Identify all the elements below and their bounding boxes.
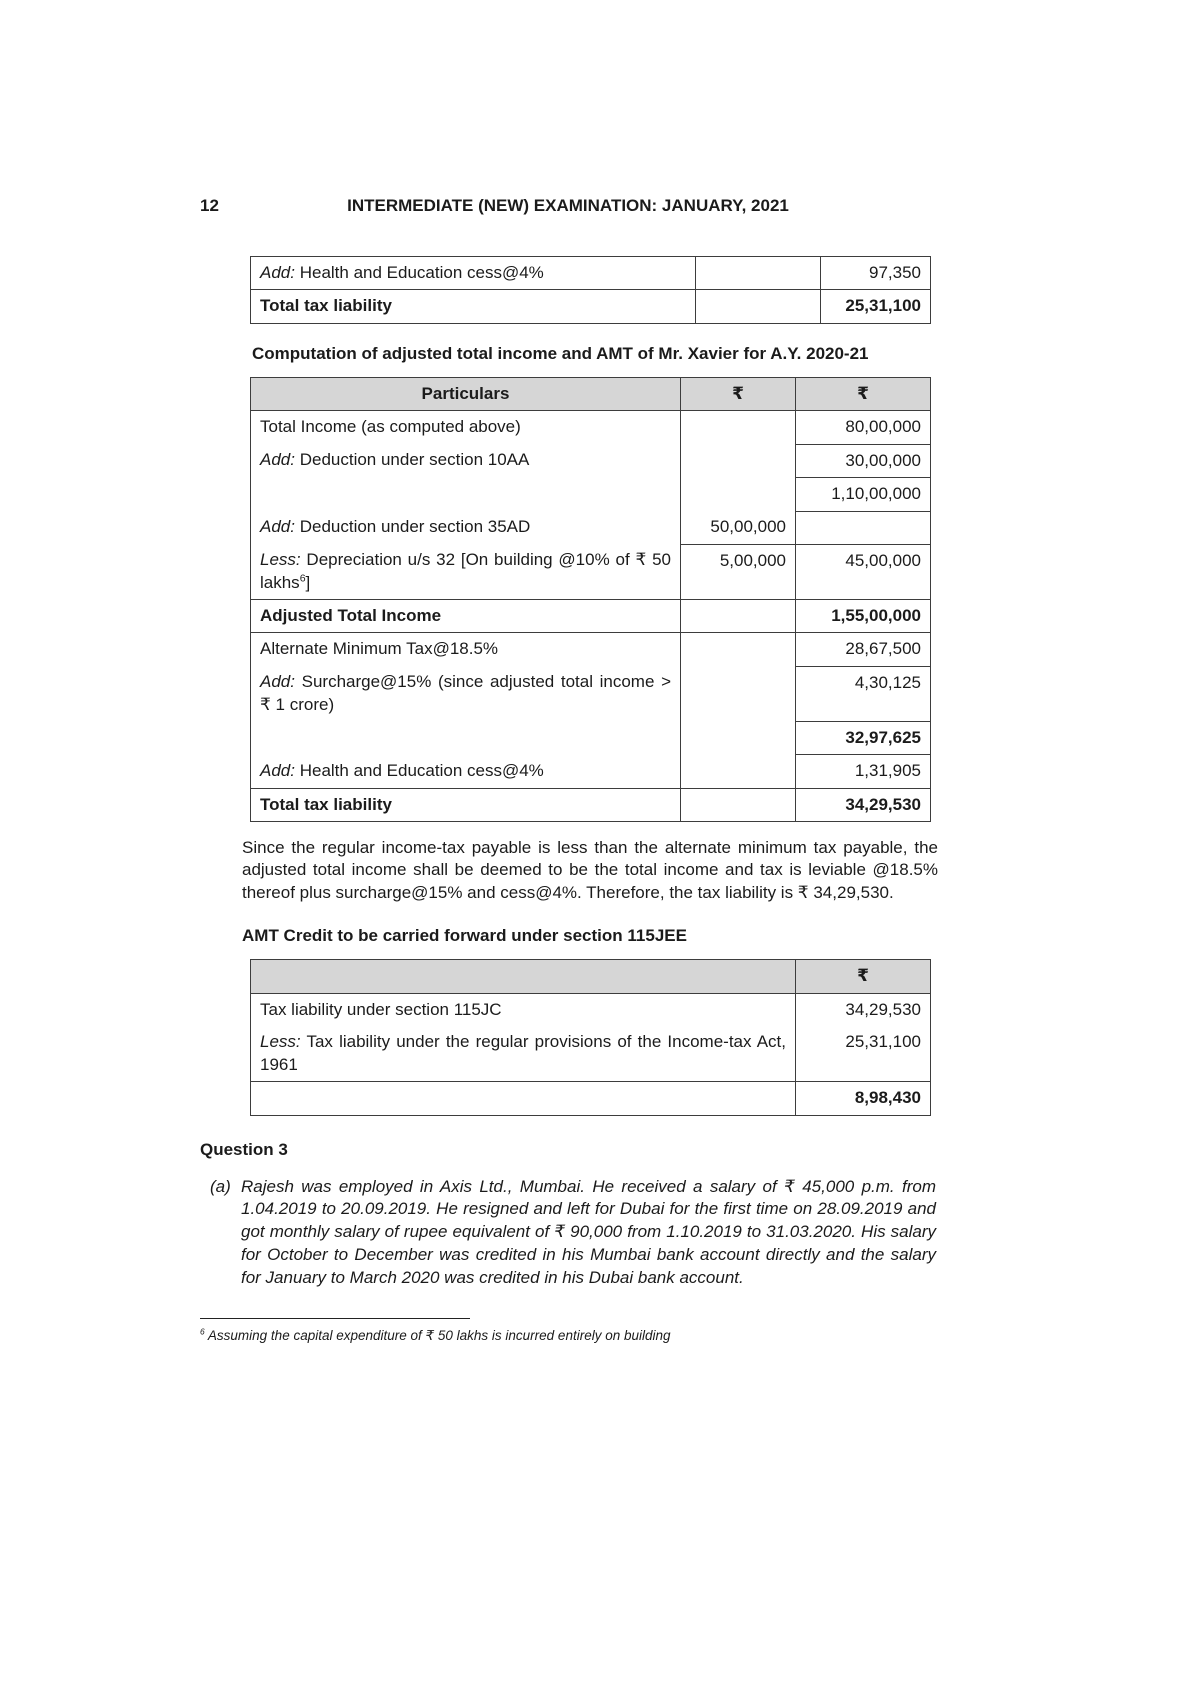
particulars-cell [251, 257, 696, 290]
table-row [251, 411, 931, 444]
amount-cell: 25,31,100 [821, 290, 931, 323]
table-row [251, 666, 931, 721]
particulars-cell [251, 755, 681, 788]
row-text: Health and Education cess@4% [294, 760, 544, 780]
row-text: Deduction under section 10AA [294, 450, 530, 470]
table-row [251, 599, 931, 632]
particulars-cell [251, 290, 696, 323]
table-header-row [251, 960, 931, 993]
rupee-header: ₹ [796, 960, 931, 993]
amt-credit-heading: AMT Credit to be carried forward under section 115JEE [242, 926, 687, 946]
row-text: Deduction under section 35AD [294, 517, 531, 537]
footnote-text: Assuming the capital expenditure of ₹ 50 lakhs is incurred entirely on building [204, 1328, 671, 1344]
particulars-cell [251, 666, 681, 721]
amount-cell-mid: 50,00,000 [681, 511, 796, 544]
rupee-header-1: ₹ [681, 377, 796, 410]
amount-cell: 1,55,00,000 [796, 599, 931, 632]
particulars-header: Particulars [251, 377, 681, 410]
row-text: Total tax liability [260, 296, 392, 316]
amount-cell: 97,350 [821, 257, 931, 290]
question-part-label: (a) [210, 1176, 231, 1196]
row-prefix: Add: [260, 760, 295, 780]
table-row [251, 257, 931, 290]
particulars-cell [251, 721, 681, 754]
question-3a-text: Rajesh was employed in Axis Ltd., Mumbai. He received a salary of ₹ 45,000 p.m. from 1.04.2019 to 20.09.2019. He resigned and left for Dubai for the first time on 28.09.2019 and got monthly salary of rupee equivalent of ₹ 90,000 from 1.10.2019 to 31.03.2020. His salary for October to December was credited in his Mumbai bank account directly and the salary for January to March 2020 was credited in his Dubai bank account. [241, 1176, 936, 1288]
amount-cell-mid [681, 633, 796, 666]
question-3-heading: Question 3 [200, 1139, 288, 1159]
particulars-cell: Alternate Minimum Tax@18.5% [260, 639, 499, 659]
particulars-cell [251, 1082, 796, 1115]
amount-cell-mid [696, 257, 821, 290]
amount-cell: 25,31,100 [796, 1026, 931, 1081]
amount-cell-mid [681, 599, 796, 632]
particulars-header [251, 960, 796, 993]
amount-cell: 32,97,625 [796, 721, 931, 754]
particulars-cell: Tax liability under section 115JC [260, 999, 502, 1019]
row-text-end: ] [305, 572, 311, 592]
row-prefix: Less: [260, 1032, 301, 1052]
page-header [200, 196, 936, 216]
table-row [251, 478, 931, 511]
table-row [251, 511, 931, 544]
table-row [251, 721, 931, 754]
footnote-marker: 6 [200, 1326, 205, 1337]
amt-computation-table [250, 377, 931, 822]
amount-cell: 8,98,430 [796, 1082, 931, 1115]
page-number: 12 [200, 196, 219, 215]
table-row [251, 1082, 931, 1115]
amount-cell-mid [681, 755, 796, 788]
particulars-cell: Total tax liability [260, 794, 392, 814]
footnote-divider [200, 1318, 470, 1319]
row-text: Surcharge@15% (since adjusted total income > ₹ 1 crore) [260, 672, 671, 714]
table-row [251, 1026, 931, 1081]
amount-cell-mid [681, 788, 796, 821]
row-prefix: Add: [260, 672, 295, 692]
table-header-row [251, 377, 931, 410]
amount-cell-mid: 5,00,000 [681, 544, 796, 599]
amt-credit-table [250, 959, 931, 1115]
table-row [251, 993, 931, 1026]
table-row [251, 444, 931, 477]
amount-cell [796, 511, 931, 544]
table-row [251, 755, 931, 788]
page-header-title: INTERMEDIATE (NEW) EXAMINATION: JANUARY, 2021 [347, 196, 789, 215]
row-text: Total Income (as computed above) [260, 417, 521, 437]
row-prefix: Add: [260, 450, 295, 470]
table-row [251, 544, 931, 599]
amount-cell: 30,00,000 [796, 444, 931, 477]
footnote-ref-marker: 6 [299, 571, 306, 584]
amount-cell: 28,67,500 [796, 633, 931, 666]
particulars-cell [251, 478, 681, 511]
table-row [251, 633, 931, 666]
particulars-cell [251, 444, 681, 477]
table-row [251, 290, 931, 323]
amount-cell-mid [681, 478, 796, 511]
row-prefix: Add: [260, 263, 295, 282]
row-prefix: Less: [260, 550, 301, 570]
row-text: Health and Education cess@4% [294, 263, 544, 282]
explanation-paragraph: Since the regular income-tax payable is less than the alternate minimum tax payable, the adjusted total income shall be deemed to be the total income and tax is leviable @18.5% thereof plus surcharge@15% and cess@4%. Therefore, the tax liability is ₹ 34,29,530. [242, 838, 938, 902]
amount-cell-mid [696, 290, 821, 323]
amount-cell: 45,00,000 [796, 544, 931, 599]
particulars-cell [251, 411, 681, 444]
footnote [200, 1328, 936, 1344]
amount-cell-mid [681, 666, 796, 721]
rupee-header-2: ₹ [796, 377, 931, 410]
amount-cell: 4,30,125 [796, 666, 931, 721]
amount-cell-mid [681, 444, 796, 477]
row-text: Tax liability under the regular provisions of the Income-tax Act, 1961 [260, 1032, 786, 1074]
row-prefix: Add: [260, 517, 295, 537]
particulars-cell [251, 544, 681, 599]
particulars-cell [251, 1026, 796, 1081]
amount-cell-mid [681, 721, 796, 754]
amount-cell-mid [681, 411, 796, 444]
amount-cell: 80,00,000 [796, 411, 931, 444]
particulars-cell [251, 511, 681, 544]
amount-cell: 34,29,530 [796, 993, 931, 1026]
amount-cell: 34,29,530 [796, 788, 931, 821]
tax-liability-table [250, 256, 931, 324]
row-text: Depreciation u/s 32 [On building @10% of ₹ 50 lakhs [260, 550, 671, 592]
question-3a [210, 1176, 936, 1291]
particulars-cell: Adjusted Total Income [251, 599, 681, 632]
table-row [251, 788, 931, 821]
amount-cell: 1,31,905 [796, 755, 931, 788]
amt-computation-heading: Computation of adjusted total income and AMT of Mr. Xavier for A.Y. 2020-21 [252, 343, 869, 363]
amount-cell: 1,10,00,000 [796, 478, 931, 511]
